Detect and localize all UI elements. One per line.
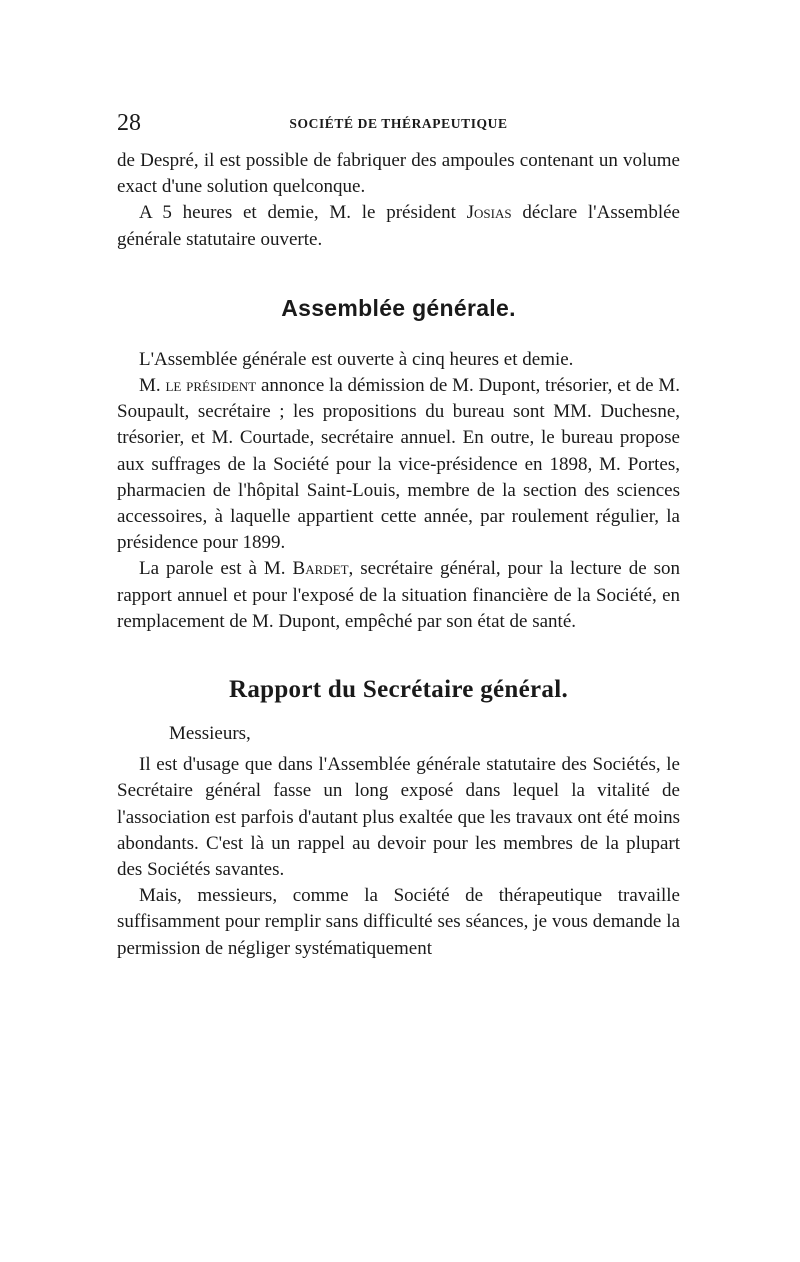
assemblee-paragraph-2 [117,373,680,556]
intro-paragraph-2-rest: déclare l'Assemblée générale statutaire ouverte. [117,202,680,250]
salutation: Messieurs, [169,723,251,745]
running-head [117,108,680,138]
intro-paragraph-2 [117,200,680,252]
president-name: Josias [466,202,512,224]
rapport-paragraph-1: Il est d'usage que dans l'Assemblée générale statutaire des Sociétés, le Secrétaire général fasse un long exposé dans lequel la vitalité de l'association est parfois d'autant plus exaltée que les travaux ont été moins abondants. C'est là un rappel au devoir pour les membres de la plupart des Sociétés savantes. [117,754,680,881]
assemblee-paragraph-2-lead: M. [139,375,166,397]
rapport-paragraph-2: Mais, messieurs, comme la Société de thérapeutique travaille suffisamment pour remplir sans difficulté ses séances, je vous demande la permission de négliger systématiquement [117,885,680,959]
book-page [117,108,680,962]
president-title: le président [165,375,257,397]
secretary-name: Bardet [292,558,349,580]
rapport-section [117,721,680,962]
assemblee-paragraph-3-text: La parole est à M. [139,558,293,580]
assemblee-heading: Assemblée générale. [281,294,516,321]
intro-paragraph-2-text: A 5 heures et demie, M. le président [139,202,467,224]
assemblee-paragraph-3 [117,556,680,635]
assemblee-paragraph-1: L'Assemblée générale est ouverte à cinq heures et demie. [139,348,574,370]
page-number: 28 [117,110,141,136]
assemblee-section [117,347,680,635]
assemblee-paragraph-2-text: annonce la démission de M. Dupont, trésorier, et de M. Soupault, secrétaire ; les propositions du bureau sont MM. Duchesne, trésorier, et M. Courtade, secrétaire annuel. En outre, le bureau propose aux suffrages de la Société pour la vice-présidence en 1898, M. Portes, pharmacien de l'hôpital Saint-Louis, membre de la section des sciences accessoires, à laquelle appartient cette année, par roulement régulier, la présidence pour 1899. [117,375,680,554]
assemblee-paragraph-3-rest: , secrétaire général, pour la lecture de son rapport annuel et pour l'exposé de la situation financière de la Société, en remplacement de M. Dupont, empêché par son état de santé. [117,558,680,632]
journal-title: SOCIÉTÉ DE THÉRAPEUTIQUE [289,116,508,131]
intro-section [117,148,680,253]
intro-paragraph-1: de Despré, il est possible de fabriquer des ampoules contenant un volume exact d'une solution quelconque. [117,150,680,198]
rapport-heading: Rapport du Secrétaire général. [228,676,569,704]
